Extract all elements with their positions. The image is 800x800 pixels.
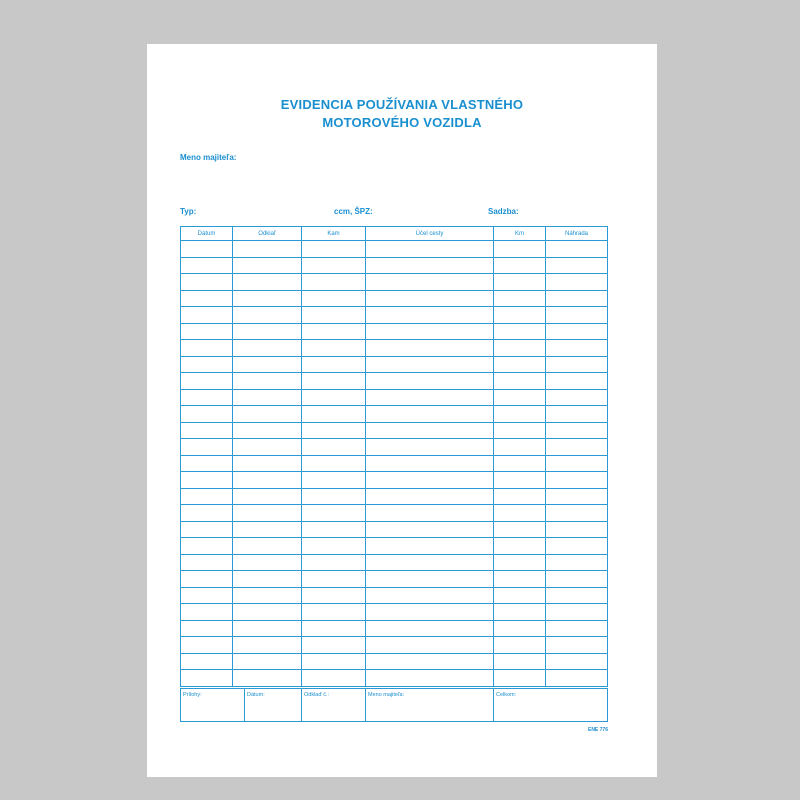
table-cell [494, 455, 546, 472]
table-cell [546, 290, 608, 307]
table-row [181, 637, 608, 654]
table-cell [302, 307, 366, 324]
table-row [181, 389, 608, 406]
table-row [181, 472, 608, 489]
table-cell [546, 505, 608, 522]
table-cell [546, 340, 608, 357]
date-field: Dátum: [245, 689, 302, 722]
table-cell [366, 653, 494, 670]
table-cell [181, 620, 233, 637]
table-cell [366, 455, 494, 472]
table-row [181, 307, 608, 324]
table-cell [181, 587, 233, 604]
total-field: Celkom: [494, 689, 608, 722]
table-cell [181, 439, 233, 456]
trip-log-table [180, 226, 608, 687]
table-cell [494, 505, 546, 522]
table-row [181, 422, 608, 439]
table-cell [546, 373, 608, 390]
table-cell [366, 307, 494, 324]
table-cell [546, 538, 608, 555]
table-cell [233, 488, 302, 505]
table-cell [366, 356, 494, 373]
table-cell [366, 389, 494, 406]
table-row [181, 620, 608, 637]
table-cell [233, 521, 302, 538]
table-cell [181, 290, 233, 307]
table-row [181, 274, 608, 291]
table-cell [233, 406, 302, 423]
table-row [181, 373, 608, 390]
table-cell [366, 406, 494, 423]
table-cell [494, 406, 546, 423]
table-cell [494, 571, 546, 588]
table-cell [366, 241, 494, 258]
table-cell [546, 571, 608, 588]
table-cell [181, 472, 233, 489]
table-cell [546, 439, 608, 456]
table-cell [302, 257, 366, 274]
table-cell [233, 554, 302, 571]
table-row [181, 571, 608, 588]
table-cell [494, 323, 546, 340]
table-cell [302, 472, 366, 489]
table-cell [546, 455, 608, 472]
table-cell [233, 290, 302, 307]
table-cell [546, 488, 608, 505]
column-header: Kam [302, 227, 366, 241]
table-cell [181, 604, 233, 621]
table-header-row [181, 227, 608, 241]
attachments-field: Prílohy: [181, 689, 245, 722]
table-cell [494, 670, 546, 687]
table-cell [181, 637, 233, 654]
column-header: Km [494, 227, 546, 241]
table-cell [233, 340, 302, 357]
table-cell [546, 323, 608, 340]
table-cell [494, 653, 546, 670]
table-cell [181, 406, 233, 423]
table-cell [366, 604, 494, 621]
form-title [147, 96, 657, 132]
table-cell [494, 554, 546, 571]
table-row [181, 257, 608, 274]
table-cell [546, 257, 608, 274]
table-cell [494, 241, 546, 258]
table-cell [302, 455, 366, 472]
table-cell [233, 356, 302, 373]
table-cell [302, 373, 366, 390]
table-cell [302, 340, 366, 357]
table-row [181, 653, 608, 670]
table-cell [366, 439, 494, 456]
column-header: Odkiaľ [233, 227, 302, 241]
table-cell [366, 538, 494, 555]
table-cell [494, 538, 546, 555]
engine-plate-label: ccm, ŠPZ: [334, 207, 373, 216]
table-cell [494, 274, 546, 291]
table-cell [233, 505, 302, 522]
table-cell [494, 422, 546, 439]
table-cell [233, 620, 302, 637]
table-row [181, 521, 608, 538]
table-cell [302, 241, 366, 258]
form-code: ENE 776 [587, 727, 608, 733]
table-cell [302, 439, 366, 456]
table-cell [181, 488, 233, 505]
table-cell [233, 587, 302, 604]
table-cell [546, 307, 608, 324]
table-row [181, 587, 608, 604]
rate-label: Sadzba: [488, 207, 519, 216]
table-cell [366, 257, 494, 274]
table-cell [181, 389, 233, 406]
table-cell [366, 422, 494, 439]
table-cell [302, 290, 366, 307]
table-row [181, 505, 608, 522]
table-cell [181, 356, 233, 373]
table-cell [233, 604, 302, 621]
table-cell [181, 323, 233, 340]
table-cell [366, 340, 494, 357]
table-cell [494, 472, 546, 489]
table-cell [494, 620, 546, 637]
owner-name-field: Meno majiteľa: [366, 689, 494, 722]
table-cell [302, 637, 366, 654]
table-cell [546, 472, 608, 489]
table-cell [181, 241, 233, 258]
table-cell [302, 274, 366, 291]
table-row [181, 538, 608, 555]
table-cell [546, 241, 608, 258]
table-cell [233, 422, 302, 439]
table-cell [302, 521, 366, 538]
table-cell [366, 373, 494, 390]
table-cell [302, 422, 366, 439]
table-cell [546, 653, 608, 670]
table-cell [181, 257, 233, 274]
table-row [181, 323, 608, 340]
table-row [181, 670, 608, 687]
table-cell [494, 521, 546, 538]
table-cell [181, 521, 233, 538]
table-cell [233, 439, 302, 456]
table-cell [366, 670, 494, 687]
table-row [181, 455, 608, 472]
table-cell [546, 406, 608, 423]
settled-field: Odklaď č.: [302, 689, 366, 722]
table-cell [181, 455, 233, 472]
table-cell [181, 274, 233, 291]
table-cell [233, 571, 302, 588]
table-cell [546, 521, 608, 538]
table-cell [233, 307, 302, 324]
table-cell [366, 521, 494, 538]
table-cell [302, 571, 366, 588]
table-row [181, 406, 608, 423]
table-cell [302, 604, 366, 621]
table-cell [302, 488, 366, 505]
table-cell [181, 670, 233, 687]
column-header: Dátum [181, 227, 233, 241]
table-cell [233, 472, 302, 489]
table-cell [494, 604, 546, 621]
table-cell [546, 670, 608, 687]
column-header: Účel cesty [366, 227, 494, 241]
table-cell [233, 241, 302, 258]
table-cell [233, 257, 302, 274]
table-cell [302, 587, 366, 604]
table-row [181, 554, 608, 571]
table-cell [233, 323, 302, 340]
table-cell [233, 389, 302, 406]
form-sheet [147, 44, 657, 777]
table-cell [302, 554, 366, 571]
table-cell [494, 356, 546, 373]
table-cell [181, 538, 233, 555]
table-cell [233, 538, 302, 555]
table-cell [494, 439, 546, 456]
table-cell [546, 356, 608, 373]
table-cell [494, 340, 546, 357]
owner-label: Meno majiteľa: [180, 153, 237, 162]
table-cell [233, 653, 302, 670]
form-footer [180, 688, 608, 722]
table-cell [546, 554, 608, 571]
table-cell [233, 373, 302, 390]
table-cell [494, 637, 546, 654]
table-cell [302, 620, 366, 637]
table-cell [181, 571, 233, 588]
table-cell [302, 389, 366, 406]
table-cell [233, 670, 302, 687]
table-cell [181, 422, 233, 439]
table-cell [546, 620, 608, 637]
table-cell [494, 257, 546, 274]
table-row [181, 488, 608, 505]
table-cell [494, 488, 546, 505]
table-cell [366, 472, 494, 489]
table-cell [233, 637, 302, 654]
table-cell [366, 620, 494, 637]
table-cell [494, 587, 546, 604]
table-cell [181, 307, 233, 324]
table-row [181, 340, 608, 357]
table-row [181, 241, 608, 258]
table-cell [494, 373, 546, 390]
table-cell [494, 307, 546, 324]
table-row [181, 439, 608, 456]
table-cell [233, 455, 302, 472]
table-row [181, 604, 608, 621]
title-line-1: EVIDENCIA POUŽÍVANIA VLASTNÉHO [280, 97, 524, 112]
table-cell [494, 389, 546, 406]
table-row [181, 356, 608, 373]
table-cell [302, 406, 366, 423]
table-row [181, 290, 608, 307]
table-cell [366, 290, 494, 307]
table-cell [181, 653, 233, 670]
table-cell [302, 653, 366, 670]
table-cell [546, 422, 608, 439]
table-cell [181, 505, 233, 522]
table-cell [302, 356, 366, 373]
table-cell [546, 637, 608, 654]
table-cell [366, 637, 494, 654]
table-cell [546, 389, 608, 406]
table-cell [366, 488, 494, 505]
table-cell [546, 587, 608, 604]
table-cell [366, 554, 494, 571]
table-cell [546, 274, 608, 291]
table-cell [302, 505, 366, 522]
table-cell [366, 587, 494, 604]
table-cell [366, 571, 494, 588]
table-cell [302, 670, 366, 687]
table-cell [546, 604, 608, 621]
table-cell [233, 274, 302, 291]
table-cell [366, 505, 494, 522]
table-cell [302, 323, 366, 340]
table-cell [366, 274, 494, 291]
table-cell [181, 554, 233, 571]
table-cell [181, 340, 233, 357]
title-line-2: MOTOROVÉHO VOZIDLA [322, 115, 482, 130]
table-cell [302, 538, 366, 555]
table-cell [494, 290, 546, 307]
type-label: Typ: [180, 207, 197, 216]
table-cell [181, 373, 233, 390]
column-header: Náhrada [546, 227, 608, 241]
table-cell [366, 323, 494, 340]
